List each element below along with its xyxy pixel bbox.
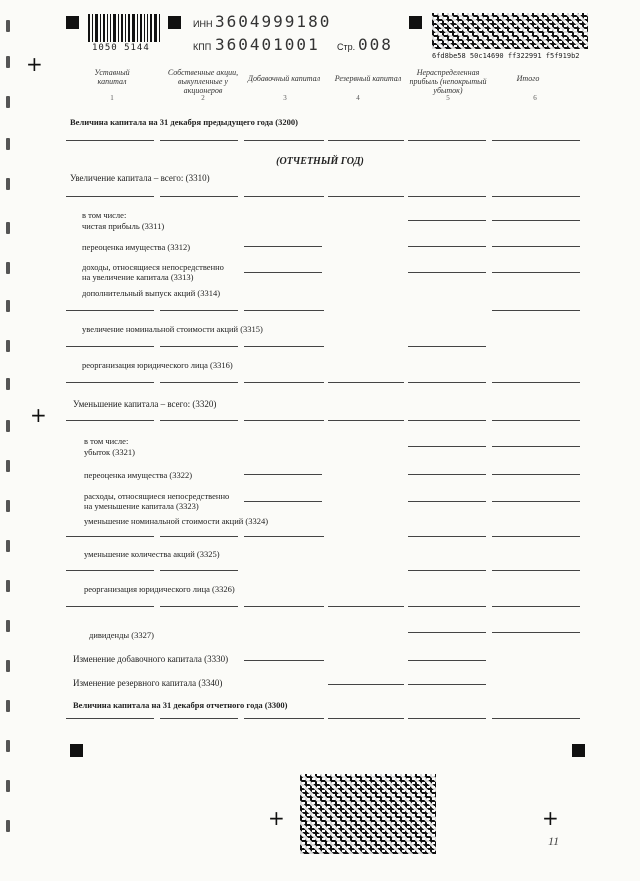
plus-mark: + <box>542 806 559 830</box>
registration-mark <box>70 744 83 757</box>
row-3315: увеличение номинальной стоимости акций (3315) <box>82 324 263 334</box>
column-number: 3 <box>283 94 287 102</box>
row-including-decrease: в том числе: <box>84 436 129 446</box>
column-header: Нераспределенная прибыль (непокрытый убыток) <box>409 68 487 95</box>
registration-mark <box>168 16 181 29</box>
registration-mark <box>66 16 79 29</box>
kpp-label: КПП <box>193 42 212 52</box>
row-3330: Изменение добавочного капитала (3330) <box>73 654 229 664</box>
plus-mark: + <box>268 806 285 830</box>
column-header: Добавочный капитал <box>247 74 321 83</box>
column-number: 2 <box>201 94 205 102</box>
row-3314: дополнительный выпуск акций (3314) <box>82 288 221 298</box>
row-3323-line1: расходы, относящиеся непосредственно <box>84 491 230 501</box>
page-value: 008 <box>358 35 393 54</box>
row-3324: уменьшение номинальной стоимости акций (3324) <box>84 516 269 526</box>
bottom-matrix-barcode <box>300 774 436 854</box>
row-3313-line1: доходы, относящиеся непосредственно <box>82 262 224 272</box>
column-header: Уставный капитал <box>94 68 130 86</box>
column-header: Итого <box>516 74 540 83</box>
inn-label: ИНН <box>193 19 213 29</box>
row-3323-line2: на уменьшение капитала (3323) <box>84 501 199 511</box>
row-3321: убыток (3321) <box>84 447 135 457</box>
row-3322: переоценка имущества (3322) <box>84 470 193 480</box>
column-number: 6 <box>533 94 537 102</box>
column-header: Резервный капитал <box>334 74 402 83</box>
row-3300: Величина капитала на 31 декабря отчетного года (3300) <box>73 700 288 710</box>
column-number: 4 <box>356 94 360 102</box>
page-label: Стр. <box>337 42 356 52</box>
row-3326: реорганизация юридического лица (3326) <box>84 584 235 594</box>
column-number: 1 <box>110 94 114 102</box>
matrix-code-text: 6fd8be58 50c14690 ff322991 f5f919b2 <box>432 52 580 60</box>
plus-mark: + <box>26 52 43 76</box>
row-3340: Изменение резервного капитала (3340) <box>73 678 223 688</box>
row-including-increase: в том числе: <box>82 210 127 220</box>
row-3325: уменьшение количества акций (3325) <box>84 549 220 559</box>
barcode-number: 1050 5144 <box>92 43 150 53</box>
footer-handwritten-mark: 11 <box>548 834 560 848</box>
row-3313-line2: на увеличение капитала (3313) <box>82 272 194 282</box>
row-3316: реорганизация юридического лица (3316) <box>82 360 233 370</box>
matrix-barcode <box>432 13 588 49</box>
row-3310: Увеличение капитала – всего: (3310) <box>70 173 210 183</box>
linear-barcode <box>88 14 162 42</box>
registration-mark <box>409 16 422 29</box>
registration-mark <box>572 744 585 757</box>
inn-value: 3604999180 <box>215 12 332 31</box>
kpp-value: 360401001 <box>215 35 320 54</box>
row-3312: переоценка имущества (3312) <box>82 242 191 252</box>
column-header: Собственные акции, выкупленные у акционеров <box>167 68 239 95</box>
row-3320: Уменьшение капитала – всего: (3320) <box>73 399 217 409</box>
row-3200: Величина капитала на 31 декабря предыдущего года (3200) <box>70 117 298 127</box>
plus-mark: + <box>30 403 47 427</box>
row-3327: дивиденды (3327) <box>89 630 154 640</box>
section-title: (ОТЧЕТНЫЙ ГОД) <box>276 156 364 167</box>
column-number: 5 <box>446 94 450 102</box>
row-3311: чистая прибыль (3311) <box>82 221 165 231</box>
